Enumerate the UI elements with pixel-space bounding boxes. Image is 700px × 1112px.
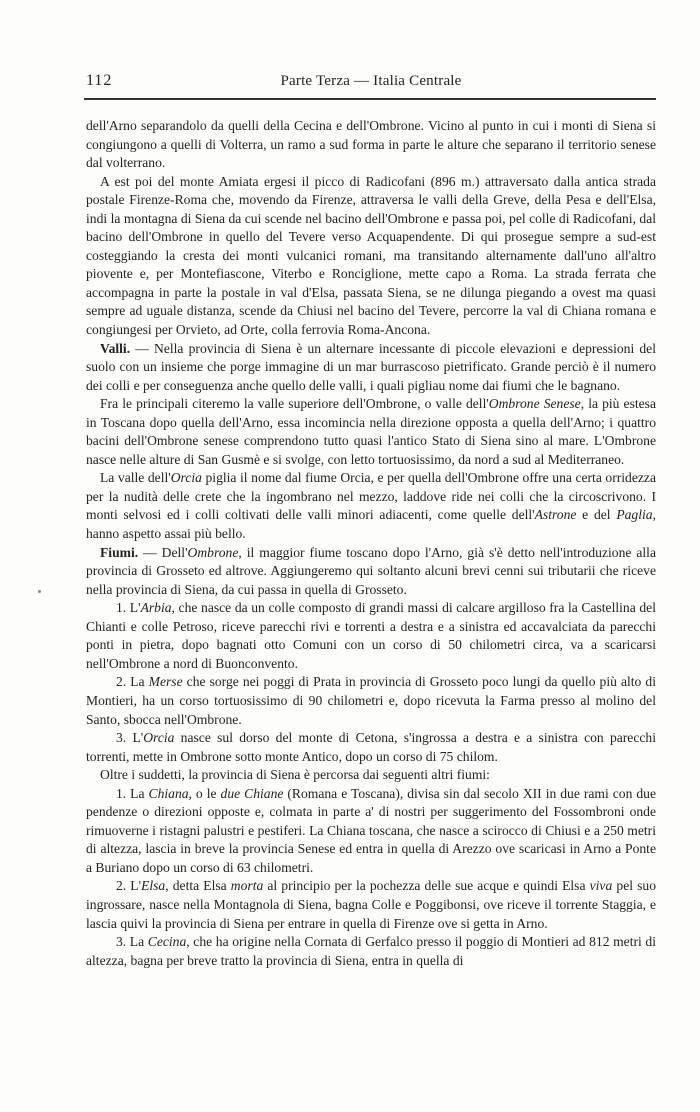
text-run: La valle dell' — [100, 470, 171, 486]
italic-term: Chiana — [148, 785, 189, 801]
section-heading: Valli. — [100, 340, 131, 356]
text-run: Fra le principali citeremo la valle superiore dell'Ombrone, o valle dell' — [100, 396, 489, 412]
header-rule — [84, 98, 656, 100]
text-run: 2. La — [116, 674, 149, 690]
body-text — [86, 117, 656, 970]
italic-term: Elsa — [141, 878, 166, 894]
paragraph — [86, 729, 656, 766]
text-run: , o le — [188, 785, 221, 801]
text-run: 3. L' — [116, 730, 144, 746]
paragraph — [86, 117, 656, 173]
text-run: — Dell' — [138, 544, 188, 560]
margin-speck — [38, 590, 41, 593]
text-run: 2. L' — [116, 878, 142, 894]
text-run: 1. L' — [116, 600, 141, 616]
paragraph — [86, 544, 656, 600]
text-run: — Nella provincia di Siena è un alternare incessante di piccole elevazioni e depressioni del suolo con un insieme che porge immagine di un mar burrascoso pietrificato. Grande perciò è il numero dei colli e per conseguenza anche quello delle valli, i quali pigliau nome dai fiumi che le bagnano. — [86, 340, 656, 393]
text-run: , detta Elsa — [165, 878, 231, 894]
running-header — [86, 70, 656, 92]
text-run: pel suo ingrossare, nasce nella Montagnola di Siena, bagna Colle e Poggibonsi, ove riceve il torrente Staggia, e lascia quivi la provincia di Siena per entrare in quella di Firenze ove si getta in Arno. — [86, 878, 656, 931]
text-run: che sorge nei poggi di Prata in provincia di Grosseto poco lungi da quello più alto di Montieri, ha un corso tortuosissimo di 90 chilometri e, dopo ricevuta la Farma presso al molino del Santo, sbocca nell'Ombrone. — [86, 674, 656, 727]
text-run: Oltre i suddetti, la provincia di Siena è percorsa dai seguenti altri fiumi: — [100, 767, 490, 783]
italic-term: Arbia — [140, 600, 172, 616]
italic-term: Ombrone — [187, 544, 239, 560]
text-run: e del — [576, 507, 617, 523]
section-heading: Fiumi. — [100, 544, 139, 560]
text-run: , hanno aspetto assai più bello. — [86, 507, 656, 542]
paragraph — [86, 469, 656, 543]
text-run: , il maggior fiume toscano dopo l'Arno, già s'è detto nell'introduzione alla provincia di Grosseto ed altrove. Aggiungeremo qui soltanto alcuni brevi cenni sui tributarii che riceve nella provincia di Siena, da cui passa in quella di Grosseto. — [86, 544, 656, 597]
paragraph — [86, 673, 656, 729]
paragraph — [86, 340, 656, 396]
italic-term: Paglia — [616, 507, 653, 523]
page-number: 112 — [86, 72, 113, 89]
italic-term: Orcia — [143, 730, 175, 746]
text-run: , che ha origine nella Cornata di Gerfalco presso il poggio di Montieri ad 812 metri di altezza, bagna per breve tratto la provincia di Siena, entra in quella di — [86, 934, 656, 968]
italic-term: Cecina — [147, 934, 187, 950]
text-run: , che nasce da un colle composto di grandi massi di calcare argilloso fra la Castellina del Chianti e colle Petroso, riceve parecchi rivi e torrenti a destra e a sinistra ed accavalciata da parecchi ponti in pietra, dopo bagnati otto Comuni con un corso di 50 chilometri circa, va a scaricarsi nell'Ombrone a nord di Buonconvento. — [86, 600, 656, 671]
text-run: 3. La — [116, 934, 148, 950]
italic-term: Merse — [148, 674, 183, 690]
paragraph — [86, 766, 656, 785]
paragraph — [86, 173, 656, 340]
running-title: Parte Terza — Italia Centrale — [280, 73, 462, 89]
paragraph — [86, 877, 656, 933]
paragraph — [86, 933, 656, 970]
text-run: 1. La — [116, 785, 149, 801]
text-run: , la più estesa in Toscana dopo quella dell'Arno, essa incomincia nella direzione opposta a quella dell'Arno; i quattro bacini dell'Ombrone senese comprendono tutto quasi l'antico Stato di Siena sino al mare. L'Ombrone nasce nelle alture di San Gusmè e si svolge, con letto tortuosissimo, da nord a sud al Mediterraneo. — [86, 396, 656, 467]
italic-term: Astrone — [534, 507, 577, 523]
paragraph — [86, 785, 656, 878]
text-run: al principio per la pochezza delle sue acque e quindi Elsa — [263, 878, 590, 894]
paragraph — [86, 395, 656, 469]
text-run: A est poi del monte Amiata ergesi il picco di Radicofani (896 m.) attraversato dalla antica strada postale Firenze-Roma che, movendo da Firenze, attraversa le valli della Greve, della Pesa e dell'Elsa, indi la montagna di Siena da cui scende nel bacino dell'Ombrone e passa poi, pel colle di Radicofani, dal bacino dell'Ombrone in quello del Tevere verso Acquapendente. Di qui prosegue sempre a sud-est costeggiando la cresta dei monti vulcanici romani, ma transitando alternamente dall'uno all'altro piovente e, per Montefiascone, Viterbo e Ronciglione, mette capo a Roma. La strada ferrata che accompagna in parte la postale in val d'Elsa, passata Siena, se ne dilunga piegando a ovest ma quasi sempre ad uguale distanza, scende da Chiusi nel bacino del Tevere, percorre la val di Chiana romana e congiungesi per Orvieto, ad Orte, colla ferrovia Roma-Ancona. — [86, 173, 656, 338]
text-run: dell'Arno separandolo da quelli della Cecina e dell'Ombrone. Vicino al punto in cui i monti di Siena si congiungono a quelli di Volterra, un ramo a sud forma in parte le alture che separano il territorio senese dal volterrano. — [86, 118, 656, 171]
italic-term: Ombrone Senese — [488, 396, 581, 412]
text-run: piglia il nome dal fiume Orcia, e per quella dell'Ombrone offre una certa orridezza per la nudità delle crete che la ingombrano nel mezzo, laddove ride nei colli che la circoscrivono. I monti selvosi ed i colli coltivati delle valli minori adiacenti, come quelle dell' — [86, 470, 656, 523]
paragraph — [86, 599, 656, 673]
italic-term: Orcia — [170, 470, 202, 486]
italic-term: viva — [589, 878, 613, 894]
text-run: (Romana e Toscana), divisa sin dal secolo XII in due rami con due pendenze o direzioni opposte e, colmata in parte a' di nostri per suggerimento del Fossombroni onde rimuoverne i ristagni palustri e pestiferi. La Chiana toscana, che nasce a scirocco di Chiusi e a 250 metri di altezza, lascia in breve la provincia Senese ed entra in quella di Arezzo ove scaricasi in Arno a Ponte a Buriano dopo un corso di 63 chilometri. — [86, 785, 657, 875]
italic-term: morta — [230, 878, 264, 894]
text-run: nasce sul dorso del monte di Cetona, s'ingrossa a destra e a sinistra con parecchi torrenti, mette in Ombrone sotto monte Antico, dopo un corso di 75 chilom. — [86, 730, 656, 764]
italic-term: due Chiane — [220, 785, 284, 801]
